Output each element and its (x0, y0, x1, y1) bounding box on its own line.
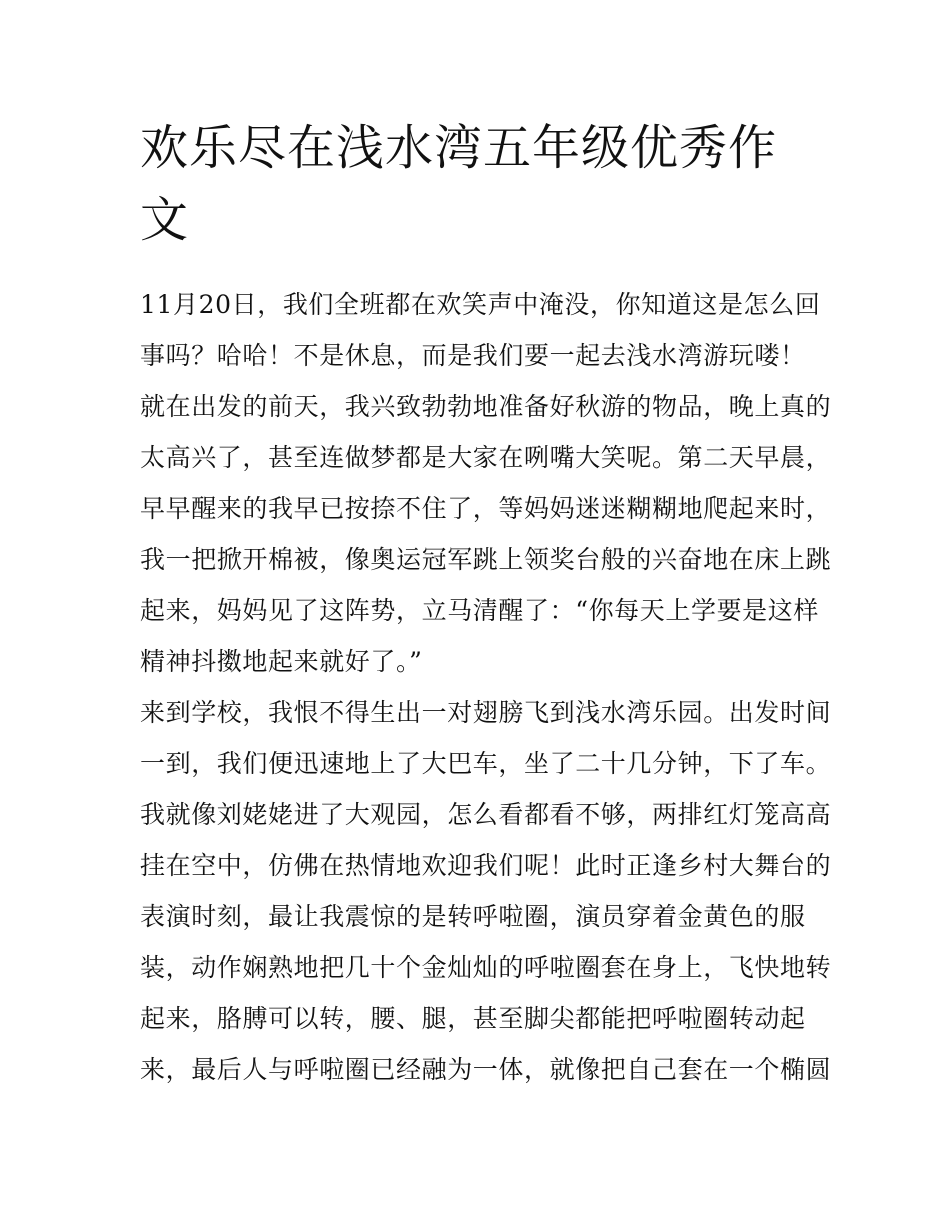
body-line-8: 精神抖擞地起来就好了。” (140, 647, 423, 676)
body-line-2: 事吗？哈哈！不是休息，而是我们要一起去浅水湾游玩喽！ (140, 341, 806, 370)
title-line-1: 欢乐尽在浅水湾五年级优秀作 (140, 120, 778, 176)
body-line-1: 11月20日，我们全班都在欢笑声中淹没，你知道这是怎么回 (140, 290, 821, 319)
body-line-9: 来到学校，我恨不得生出一对翅膀飞到浅水湾乐园。出发时间 (140, 698, 832, 727)
body-line-14: 装，动作娴熟地把几十个金灿灿的呼啦圈套在身上，飞快地转 (140, 953, 832, 982)
document-body (140, 279, 830, 1095)
document-title (140, 112, 820, 256)
body-line-7: 起来，妈妈见了这阵势，立马清醒了：“你每天上学要是这样 (140, 596, 819, 625)
body-line-6: 我一把掀开棉被，像奥运冠军跳上领奖台般的兴奋地在床上跳 (140, 545, 832, 574)
body-line-4: 太高兴了，甚至连做梦都是大家在咧嘴大笑呢。第二天早晨， (140, 443, 832, 472)
title-line-2: 文 (140, 192, 190, 248)
body-line-10: 一到，我们便迅速地上了大巴车，坐了二十几分钟，下了车。 (140, 749, 832, 778)
body-line-5: 早早醒来的我早已按捺不住了，等妈妈迷迷糊糊地爬起来时， (140, 494, 832, 523)
body-line-15: 起来，胳膊可以转，腰、腿，甚至脚尖都能把呼啦圈转动起 (140, 1004, 806, 1033)
body-line-3: 就在出发的前天，我兴致勃勃地准备好秋游的物品，晚上真的 (140, 392, 832, 421)
body-line-13: 表演时刻，最让我震惊的是转呼啦圈，演员穿着金黄色的服 (140, 902, 806, 931)
body-line-11: 我就像刘姥姥进了大观园，怎么看都看不够，两排红灯笼高高 (140, 800, 832, 829)
body-line-16: 来，最后人与呼啦圈已经融为一体，就像把自己套在一个椭圆 (140, 1055, 832, 1084)
body-line-12: 挂在空中，仿佛在热情地欢迎我们呢！此时正逢乡村大舞台的 (140, 851, 832, 880)
